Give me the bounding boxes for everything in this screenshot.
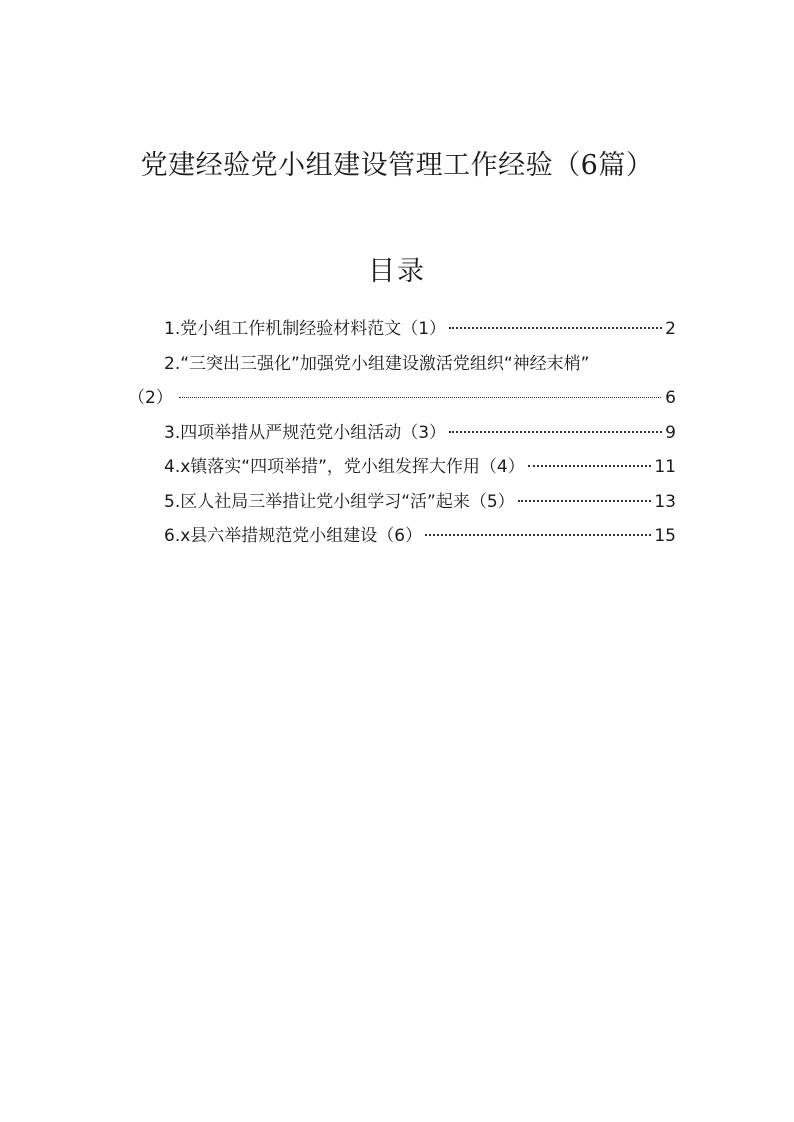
toc-entry-title: 2.“三突出三强化”加强党小组建设激活党组织“神经末梢” [164, 353, 590, 374]
dot-leader [449, 431, 662, 433]
toc-entry-4[interactable] [128, 450, 676, 485]
document-title: 党建经验党小组建设管理工作经验（6篇） [140, 150, 654, 181]
toc-heading: 目录 [368, 256, 426, 287]
table-of-contents [128, 312, 676, 554]
toc-entry-3[interactable] [128, 416, 676, 451]
toc-entry-1[interactable] [128, 312, 676, 347]
dot-leader [518, 500, 652, 502]
toc-entry-page: 13 [654, 491, 676, 512]
toc-entry-5[interactable] [128, 485, 676, 520]
toc-entry-page: 9 [665, 422, 676, 443]
dot-leader [179, 397, 661, 398]
toc-entry-title: 5.区人社局三举措让党小组学习“活”起来（5） [164, 491, 515, 512]
toc-entry-6[interactable] [128, 519, 676, 554]
dot-leader [449, 327, 662, 329]
toc-entry-title: 4.x镇落实“四项举措”，党小组发挥大作用（4） [164, 457, 525, 477]
toc-entry-page: 15 [654, 526, 676, 546]
toc-entry-page: 6 [665, 388, 676, 408]
dot-leader [528, 465, 652, 467]
toc-entry-title-continuation: （2） [128, 388, 173, 408]
dot-leader [425, 534, 651, 536]
toc-entry-page: 11 [654, 457, 676, 477]
toc-entry-page: 2 [665, 319, 676, 339]
toc-entry-title: 6.x县六举措规范党小组建设（6） [164, 526, 423, 546]
toc-entry-title: 3.四项举措从严规范党小组活动（3） [164, 422, 447, 443]
toc-entry-title: 1.党小组工作机制经验材料范文（1） [164, 319, 447, 339]
toc-entry-2[interactable] [128, 347, 676, 416]
